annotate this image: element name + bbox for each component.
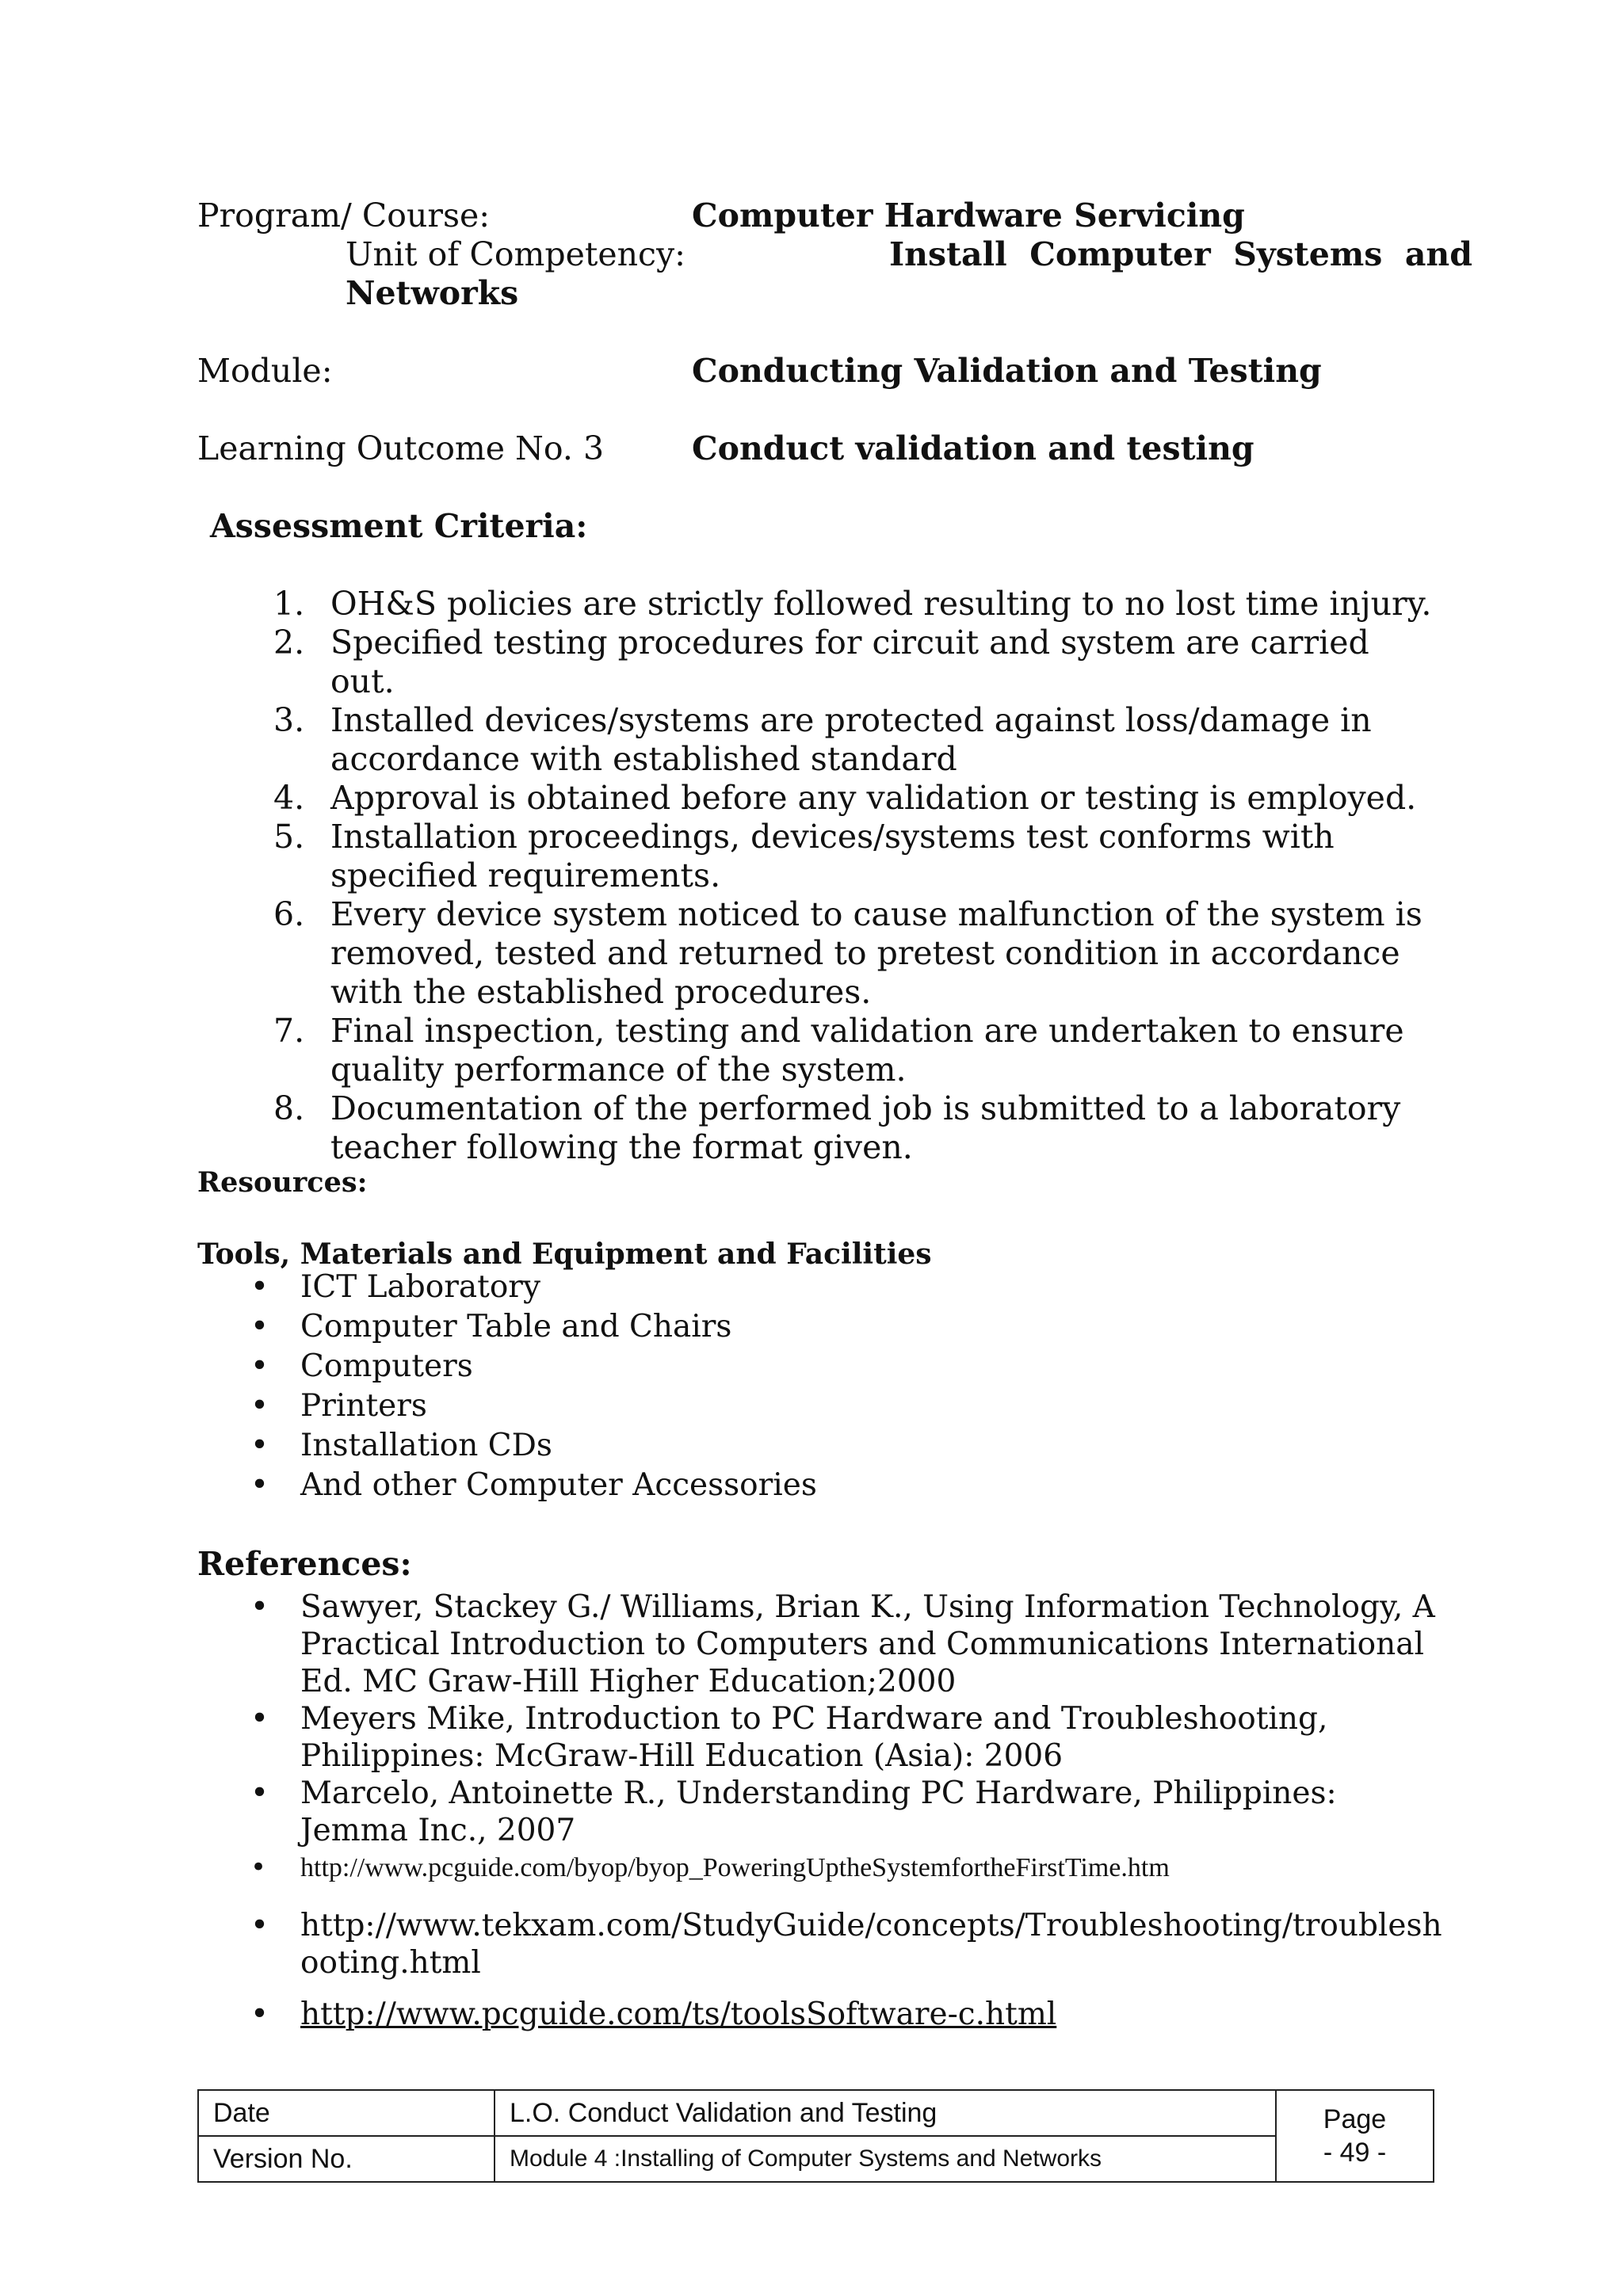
reference-url[interactable]: http://www.pcguide.com/byop/byop_PoweringUptheSystemfortheFirstTime.htm bbox=[300, 1853, 1170, 1882]
footer-lo-title: L.O. Conduct Validation and Testing bbox=[495, 2090, 1276, 2136]
tools-subheading: Tools, Materials and Equipment and Facilities bbox=[197, 1238, 932, 1271]
bullet-icon: • bbox=[250, 1467, 269, 1503]
list-item bbox=[246, 1996, 1450, 2033]
item-text: Approval is obtained before any validation or testing is employed. bbox=[330, 779, 1417, 817]
bullet-icon: • bbox=[250, 1348, 269, 1384]
list-item bbox=[246, 1849, 1450, 1886]
reference-link[interactable]: http://www.pcguide.com/ts/toolsSoftware-c.html bbox=[300, 1997, 1057, 2032]
item-text: Every device system noticed to cause malfunction of the system is removed, tested and returned to pretest condition in accordance with the established procedures. bbox=[330, 895, 1423, 1011]
list-item bbox=[246, 1307, 1434, 1347]
list-item bbox=[246, 1347, 1434, 1386]
list-item bbox=[238, 1089, 1442, 1167]
bullet-icon: • bbox=[250, 1309, 269, 1344]
item-text: Specified testing procedures for circuit and system are carried out. bbox=[330, 624, 1369, 700]
resources-heading: Resources: bbox=[197, 1166, 368, 1199]
assessment-criteria-list bbox=[238, 585, 1442, 1167]
list-item bbox=[246, 1268, 1434, 1307]
unit-value: Install Computer Systems and bbox=[889, 235, 1472, 273]
item-text: Installation CDs bbox=[300, 1428, 552, 1463]
footer-page-cell bbox=[1276, 2090, 1434, 2182]
footer-page-number: - 49 - bbox=[1323, 2138, 1387, 2168]
list-item bbox=[246, 1466, 1434, 1505]
footer-page-label: Page bbox=[1323, 2104, 1387, 2134]
reference-url[interactable]: http://www.tekxam.com/StudyGuide/concepts/Troubleshooting/troubleshooting.html bbox=[300, 1908, 1442, 1981]
learning-outcome-value: Conduct validation and testing bbox=[692, 429, 1254, 467]
list-item bbox=[246, 1700, 1450, 1775]
item-text: Printers bbox=[300, 1388, 427, 1424]
list-item bbox=[238, 624, 1442, 701]
item-text: Final inspection, testing and validation are undertaken to ensure quality performance of the system. bbox=[330, 1012, 1404, 1089]
bullet-icon: • bbox=[250, 1428, 269, 1463]
bullet-icon: • bbox=[250, 1269, 269, 1305]
footer-version-label: Version No. bbox=[198, 2136, 495, 2182]
footer-date-label: Date bbox=[198, 2090, 495, 2136]
item-text: ICT Laboratory bbox=[300, 1269, 540, 1305]
item-number: 4. bbox=[273, 779, 305, 817]
item-text: Installation proceedings, devices/systems test conforms with specified requirements. bbox=[330, 818, 1335, 894]
references-list bbox=[246, 1589, 1450, 2033]
reference-text: Sawyer, Stackey G./ Williams, Brian K., Using Information Technology, A Practical Introduction to Computers and Communications International Ed. MC Graw-Hill Higher Education;2000 bbox=[300, 1589, 1435, 1699]
list-item bbox=[246, 1589, 1450, 1700]
item-number: 8. bbox=[273, 1089, 305, 1127]
footer-table bbox=[197, 2089, 1434, 2183]
bullet-icon: • bbox=[250, 1852, 267, 1883]
list-item bbox=[238, 1012, 1442, 1089]
item-number: 1. bbox=[273, 585, 305, 623]
item-text: Installed devices/systems are protected against loss/damage in accordance with established standard bbox=[330, 701, 1372, 778]
list-item bbox=[246, 1386, 1434, 1426]
assessment-heading: Assessment Criteria: bbox=[210, 507, 588, 545]
item-number: 7. bbox=[273, 1012, 305, 1050]
item-text: Documentation of the performed job is submitted to a laboratory teacher following the format given. bbox=[330, 1089, 1401, 1166]
list-item bbox=[246, 1426, 1434, 1466]
footer-module-title: Module 4 :Installing of Computer Systems and Networks bbox=[495, 2136, 1276, 2182]
bullet-icon: • bbox=[250, 1908, 269, 1943]
list-item bbox=[238, 701, 1442, 779]
item-text: Computer Table and Chairs bbox=[300, 1309, 732, 1344]
list-item bbox=[238, 818, 1442, 895]
item-number: 3. bbox=[273, 701, 305, 739]
bullet-icon: • bbox=[250, 1775, 269, 1811]
learning-outcome-label: Learning Outcome No. 3 bbox=[197, 429, 605, 467]
resources-list bbox=[246, 1268, 1434, 1505]
list-item bbox=[246, 1907, 1450, 1981]
bullet-icon: • bbox=[250, 1589, 269, 1625]
list-item bbox=[238, 779, 1442, 818]
module-value: Conducting Validation and Testing bbox=[692, 352, 1322, 390]
bullet-icon: • bbox=[250, 1388, 269, 1424]
module-label: Module: bbox=[197, 352, 333, 390]
reference-text: Marcelo, Antoinette R., Understanding PC Hardware, Philippines: Jemma Inc., 2007 bbox=[300, 1775, 1337, 1848]
item-text: Computers bbox=[300, 1348, 473, 1384]
references-heading: References: bbox=[197, 1545, 412, 1583]
reference-text: Meyers Mike, Introduction to PC Hardware and Troubleshooting, Philippines: McGraw-Hill Education (Asia): 2006 bbox=[300, 1701, 1328, 1774]
item-number: 5. bbox=[273, 818, 305, 856]
item-number: 6. bbox=[273, 895, 305, 933]
item-number: 2. bbox=[273, 624, 305, 662]
list-item bbox=[246, 1775, 1450, 1849]
bullet-icon: • bbox=[250, 1701, 269, 1737]
bullet-icon: • bbox=[250, 1997, 269, 2032]
program-value: Computer Hardware Servicing bbox=[692, 196, 1245, 235]
list-item bbox=[238, 895, 1442, 1012]
program-label: Program/ Course: bbox=[197, 196, 491, 235]
unit-value-continued: Networks bbox=[346, 274, 519, 312]
list-item bbox=[238, 585, 1442, 624]
unit-label: Unit of Competency: bbox=[346, 235, 685, 273]
item-text: OH&S policies are strictly followed resulting to no lost time injury. bbox=[330, 585, 1432, 623]
item-text: And other Computer Accessories bbox=[300, 1467, 817, 1503]
